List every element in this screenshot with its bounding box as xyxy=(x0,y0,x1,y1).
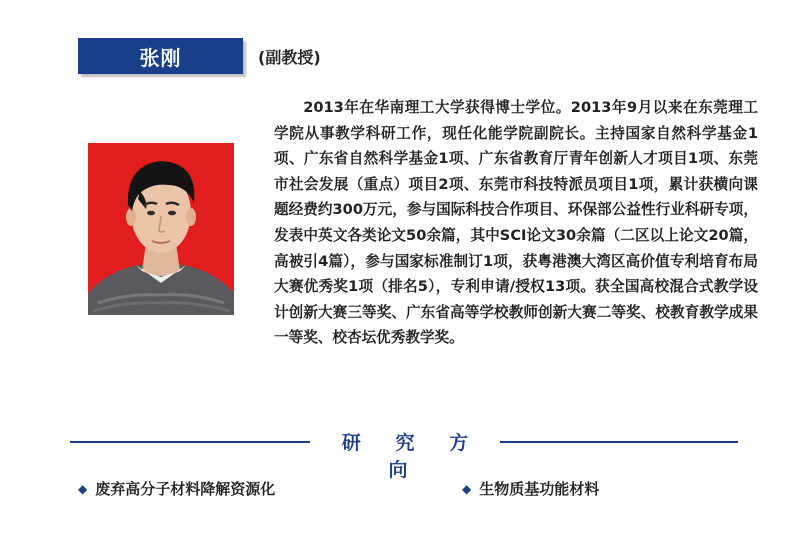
person-name: 张刚 xyxy=(139,45,182,70)
name-banner xyxy=(78,38,243,74)
portrait-illustration xyxy=(88,143,234,315)
academic-title: (副教授) xyxy=(258,48,321,67)
research-heading: 研 究 方 向 xyxy=(341,432,483,481)
portrait-photo xyxy=(88,143,234,315)
divider-left xyxy=(70,441,310,443)
research-topic-label: 废弃高分子材料降解资源化 xyxy=(95,480,276,498)
divider-right xyxy=(500,441,738,443)
biography-text: 2013年在华南理工大学获得博士学位。2013年9月以来在东莞理工学院从事教学科研工作，现任化能学院副院长。主持国家自然科学基金1项、广东省自然科学基金1项、广东省教育厅青年创新人才项目1项、东莞市社会发展（重点）项目2项、东莞市科技特派员项目1项，累计获横向课题经费约300万元，参与国际科技合作项目、环保部公益性行业科研专项，发表中英文各类论文50余篇，其中SCI论文30余篇（二区以上论文20篇，高被引4篇），参与国家标准制订1项，获粤港澳大湾区高价值专利培育布局大赛优秀奖1项（排名5），专利申请/授权13项。获全国高校混合式教学设计创新大赛三等奖、广东省高等学校教师创新大赛二等奖、校教育教学成果一等奖、校杏坛优秀教学奖。 xyxy=(274,99,758,347)
research-topic xyxy=(462,478,599,499)
diamond-icon: ◆ xyxy=(462,481,472,496)
research-topic-label: 生物质基功能材料 xyxy=(479,480,600,498)
diamond-icon: ◆ xyxy=(78,481,88,496)
research-topic xyxy=(78,478,275,499)
